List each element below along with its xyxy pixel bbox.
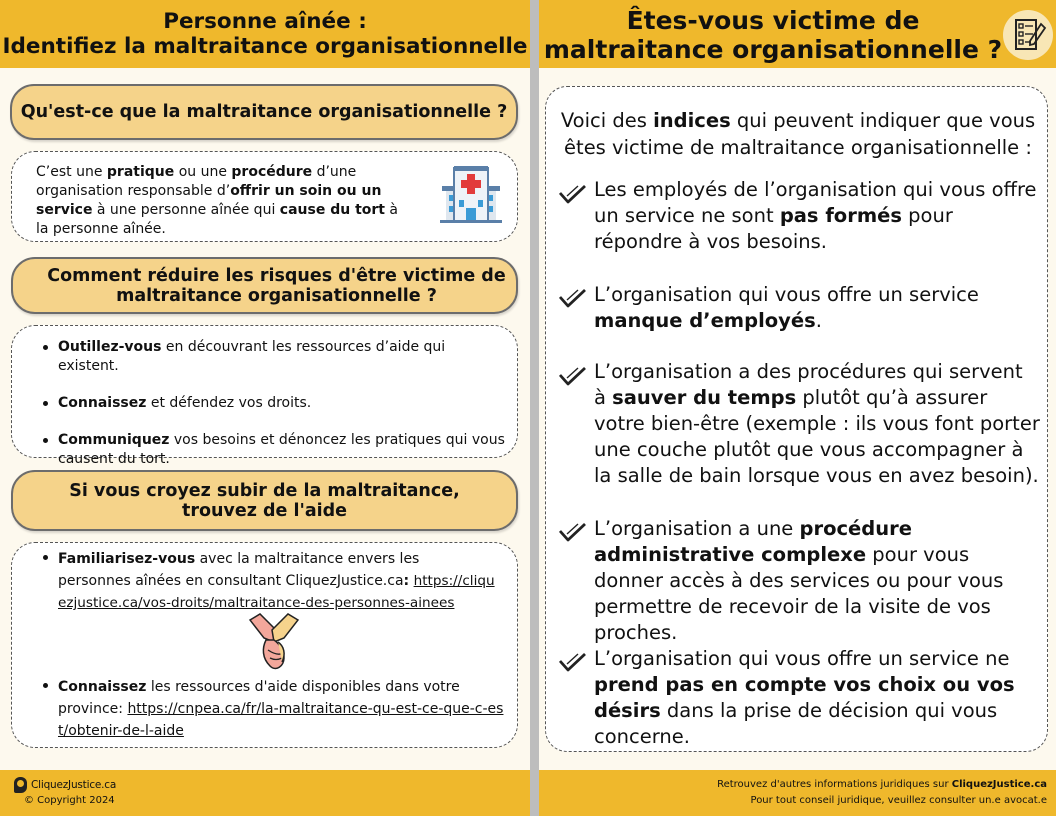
right-panel — [539, 0, 1056, 816]
checkmark-icon — [558, 521, 588, 543]
help-box — [11, 542, 518, 748]
question-pill-risks — [11, 257, 518, 314]
list-item: Familiarisez-vous avec la maltraitance envers les personnes aînées en consultant CliquezJustice.ca: https://cliquezjustice.ca/vos-droits/maltraitance-des-personnes-ainees — [42, 548, 505, 614]
sign-item: L’organisation a des procédures qui servent à sauver du temps plutôt qu’à assurer votre bien-être (exemple : ils vous font porter une couche plutôt que vous accompagner à la salle de bain lorsque vous en avez besoin). — [594, 360, 1040, 487]
checklist-icon — [1003, 10, 1053, 60]
left-header — [0, 0, 530, 68]
left-title-line2: Identifiez la maltraitance organisationnelle — [2, 34, 528, 59]
question-pill-help — [11, 470, 518, 531]
right-header — [539, 0, 1056, 68]
sign-item: L’organisation a une procédure administrative complexe pour vous donner accès à des services ou pour vous permettre de recevoir de la visite de vos proches. — [594, 517, 1004, 644]
left-title-line1: Personne aînée : — [163, 9, 367, 34]
sign-item: L’organisation qui vous offre un service ne prend pas en compte vos choix ou vos désirs dans la prise de décision qui vous concerne. — [594, 647, 1015, 748]
logo-icon — [14, 777, 27, 793]
cliquezjustice-logo — [14, 777, 116, 793]
checkmark-icon — [558, 287, 588, 309]
question-pill-definition — [10, 84, 518, 140]
question-text-line1: Comment réduire les risques d'être victime de — [47, 265, 506, 286]
tips-box — [11, 325, 518, 467]
right-title-line1: Êtes-vous victime de — [626, 6, 920, 35]
logo-text: CliquezJustice.ca — [31, 779, 117, 791]
left-footer — [0, 770, 530, 816]
list-item: Communiquez vos besoins et dénoncez les pratiques qui vous causent du tort. — [42, 431, 505, 469]
list-item: Connaissez les ressources d'aide disponibles dans votre province: https://cnpea.ca/fr/la-maltraitance-qu-est-ce-que-c-est/obtenir-de-l-aide — [42, 676, 512, 742]
checkmark-icon — [558, 365, 588, 387]
footer-line2: Pour tout conseil juridique, veuillez consulter un.e avocat.e — [750, 795, 1047, 806]
question-text-line2: trouvez de l'aide — [181, 500, 348, 521]
question-text: Qu'est-ce que la maltraitance organisationnelle ? — [20, 102, 508, 122]
holding-hands-icon — [244, 612, 304, 674]
checkmark-icon — [558, 651, 588, 673]
sign-item: Les employés de l’organisation qui vous offre un service ne sont pas formés pour répondre à vos besoins. — [594, 178, 1037, 253]
right-title-line2: maltraitance organisationnelle ? — [543, 35, 1003, 64]
cliquezjustice-link[interactable]: https://cliquezjustice.ca/vos-droits/maltraitance-des-personnes-ainees — [58, 573, 495, 611]
right-footer — [539, 770, 1056, 816]
definition-text: C’est une pratique ou une procédure d’une organisation responsable d’offrir un soin ou un service à une personne aînée qui cause du tort à la personne aînée. — [36, 164, 399, 237]
list-item: Outillez-vous en découvrant les ressources d’aide qui existent. — [42, 338, 505, 376]
hospital-icon — [440, 164, 502, 224]
sign-item: L’organisation qui vous offre un service manque d’employés. — [594, 283, 979, 332]
cnpea-link[interactable]: https://cnpea.ca/fr/la-maltraitance-qu-est-ce-que-c-est/obtenir-de-l-aide — [58, 701, 504, 739]
footer-line1: Retrouvez d'autres informations juridiques sur CliquezJustice.ca — [717, 779, 1047, 790]
question-text-line1: Si vous croyez subir de la maltraitance, — [69, 480, 460, 501]
definition-box — [11, 151, 518, 242]
list-item: Connaissez et défendez vos droits. — [42, 394, 505, 413]
right-title — [539, 6, 1007, 64]
signs-box — [545, 86, 1048, 752]
question-text-line2: maltraitance organisationnelle ? — [116, 285, 437, 306]
panel-divider — [530, 0, 539, 816]
intro-text: Voici des indices qui peuvent indiquer que vous êtes victime de maltraitance organisationnelle : — [560, 109, 1036, 159]
checkmark-icon — [558, 183, 588, 205]
copyright: © Copyright 2024 — [24, 795, 115, 806]
